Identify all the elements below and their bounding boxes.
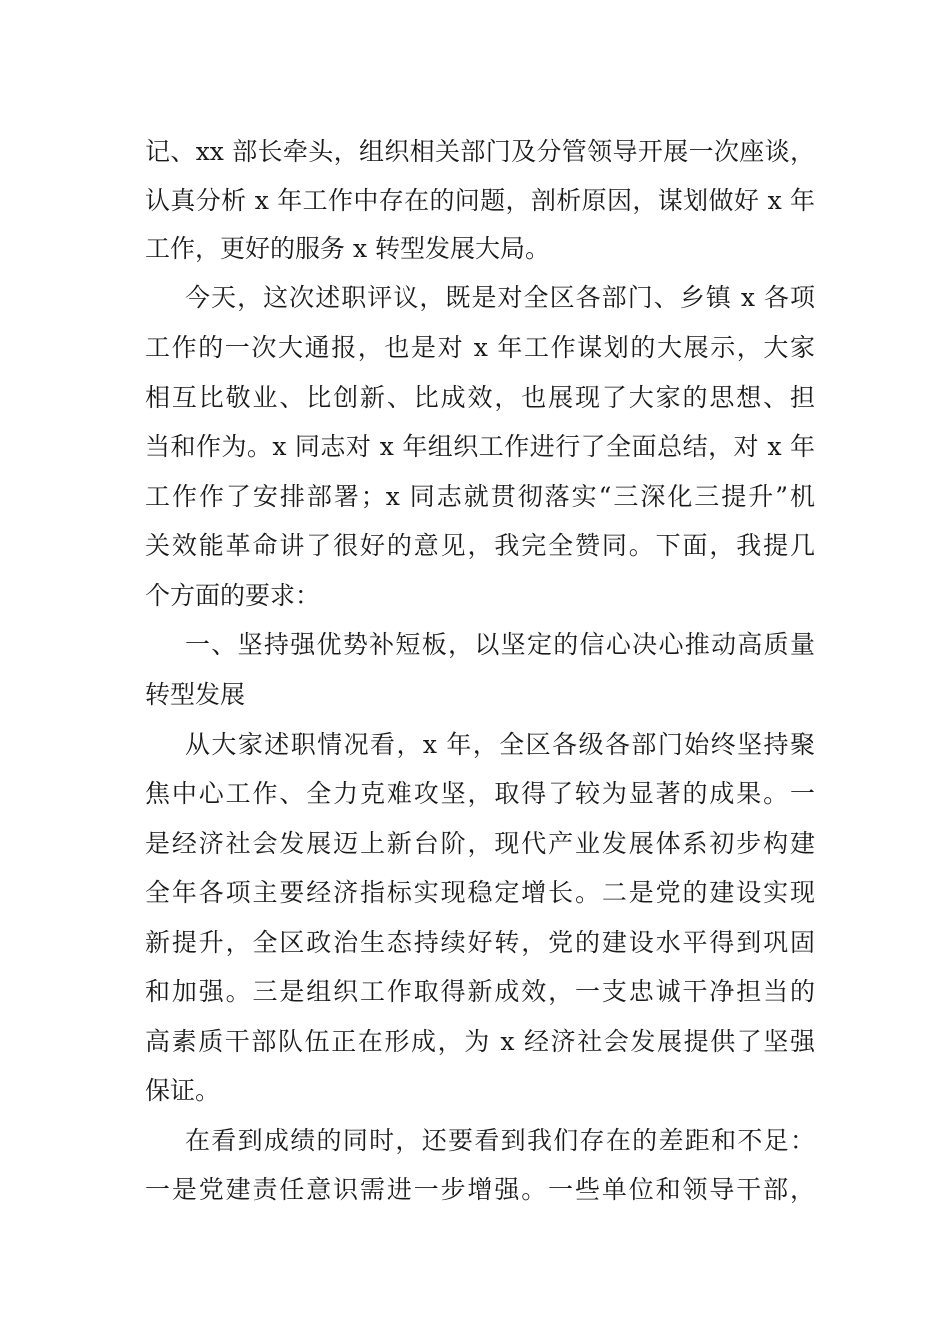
text-line: 工作的一次大通报，也是对 x 年工作谋划的大展示，大家 <box>145 333 815 362</box>
text-line: 新提升，全区政治生态持续好转，党的建设水平得到巩固 <box>145 928 815 957</box>
text-line: 关效能革命讲了很好的意见，我完全赞同。下面，我提几 <box>145 531 815 560</box>
text-line: 和加强。三是组织工作取得新成效，一支忠诚干净担当的 <box>145 977 815 1006</box>
text-line: 一是党建责任意识需进一步增强。一些单位和领导干部， <box>145 1175 815 1204</box>
section-heading: 一、坚持强优势补短板，以坚定的信心决心推动高质量 <box>185 630 815 659</box>
text-line: 高素质干部队伍正在形成，为 x 经济社会发展提供了坚强 <box>145 1027 815 1056</box>
text-line: 记、xx 部长牵头，组织相关部门及分管领导开展一次座谈， <box>145 137 815 166</box>
text-line: 全年各项主要经济指标实现稳定增长。二是党的建设实现 <box>145 878 815 907</box>
text-line: 工作，更好的服务 x 转型发展大局。 <box>145 234 550 263</box>
text-line: 焦中心工作、全力克难攻坚，取得了较为显著的成果。一 <box>145 779 815 808</box>
text-line: 当和作为。x 同志对 x 年组织工作进行了全面总结，对 x 年 <box>145 432 815 461</box>
text-line: 保证。 <box>145 1076 221 1105</box>
text-line: 相互比敬业、比创新、比成效，也展现了大家的思想、担 <box>145 383 815 412</box>
paragraph-first-line: 在看到成绩的同时，还要看到我们存在的差距和不足： <box>185 1126 815 1155</box>
text-line: 个方面的要求： <box>145 581 321 610</box>
paragraph-first-line: 从大家述职情况看，x 年，全区各级各部门始终坚持聚 <box>185 730 815 759</box>
text-line: 工作作了安排部署；x 同志就贯彻落实“三深化三提升”机 <box>145 482 815 511</box>
paragraph-first-line: 今天，这次述职评议，既是对全区各部门、乡镇 x 各项 <box>185 283 815 312</box>
section-heading-continued: 转型发展 <box>145 680 246 709</box>
text-line: 是经济社会发展迈上新台阶，现代产业发展体系初步构建 <box>145 829 815 858</box>
text-line: 认真分析 x 年工作中存在的问题，剖析原因，谋划做好 x 年 <box>145 186 815 215</box>
